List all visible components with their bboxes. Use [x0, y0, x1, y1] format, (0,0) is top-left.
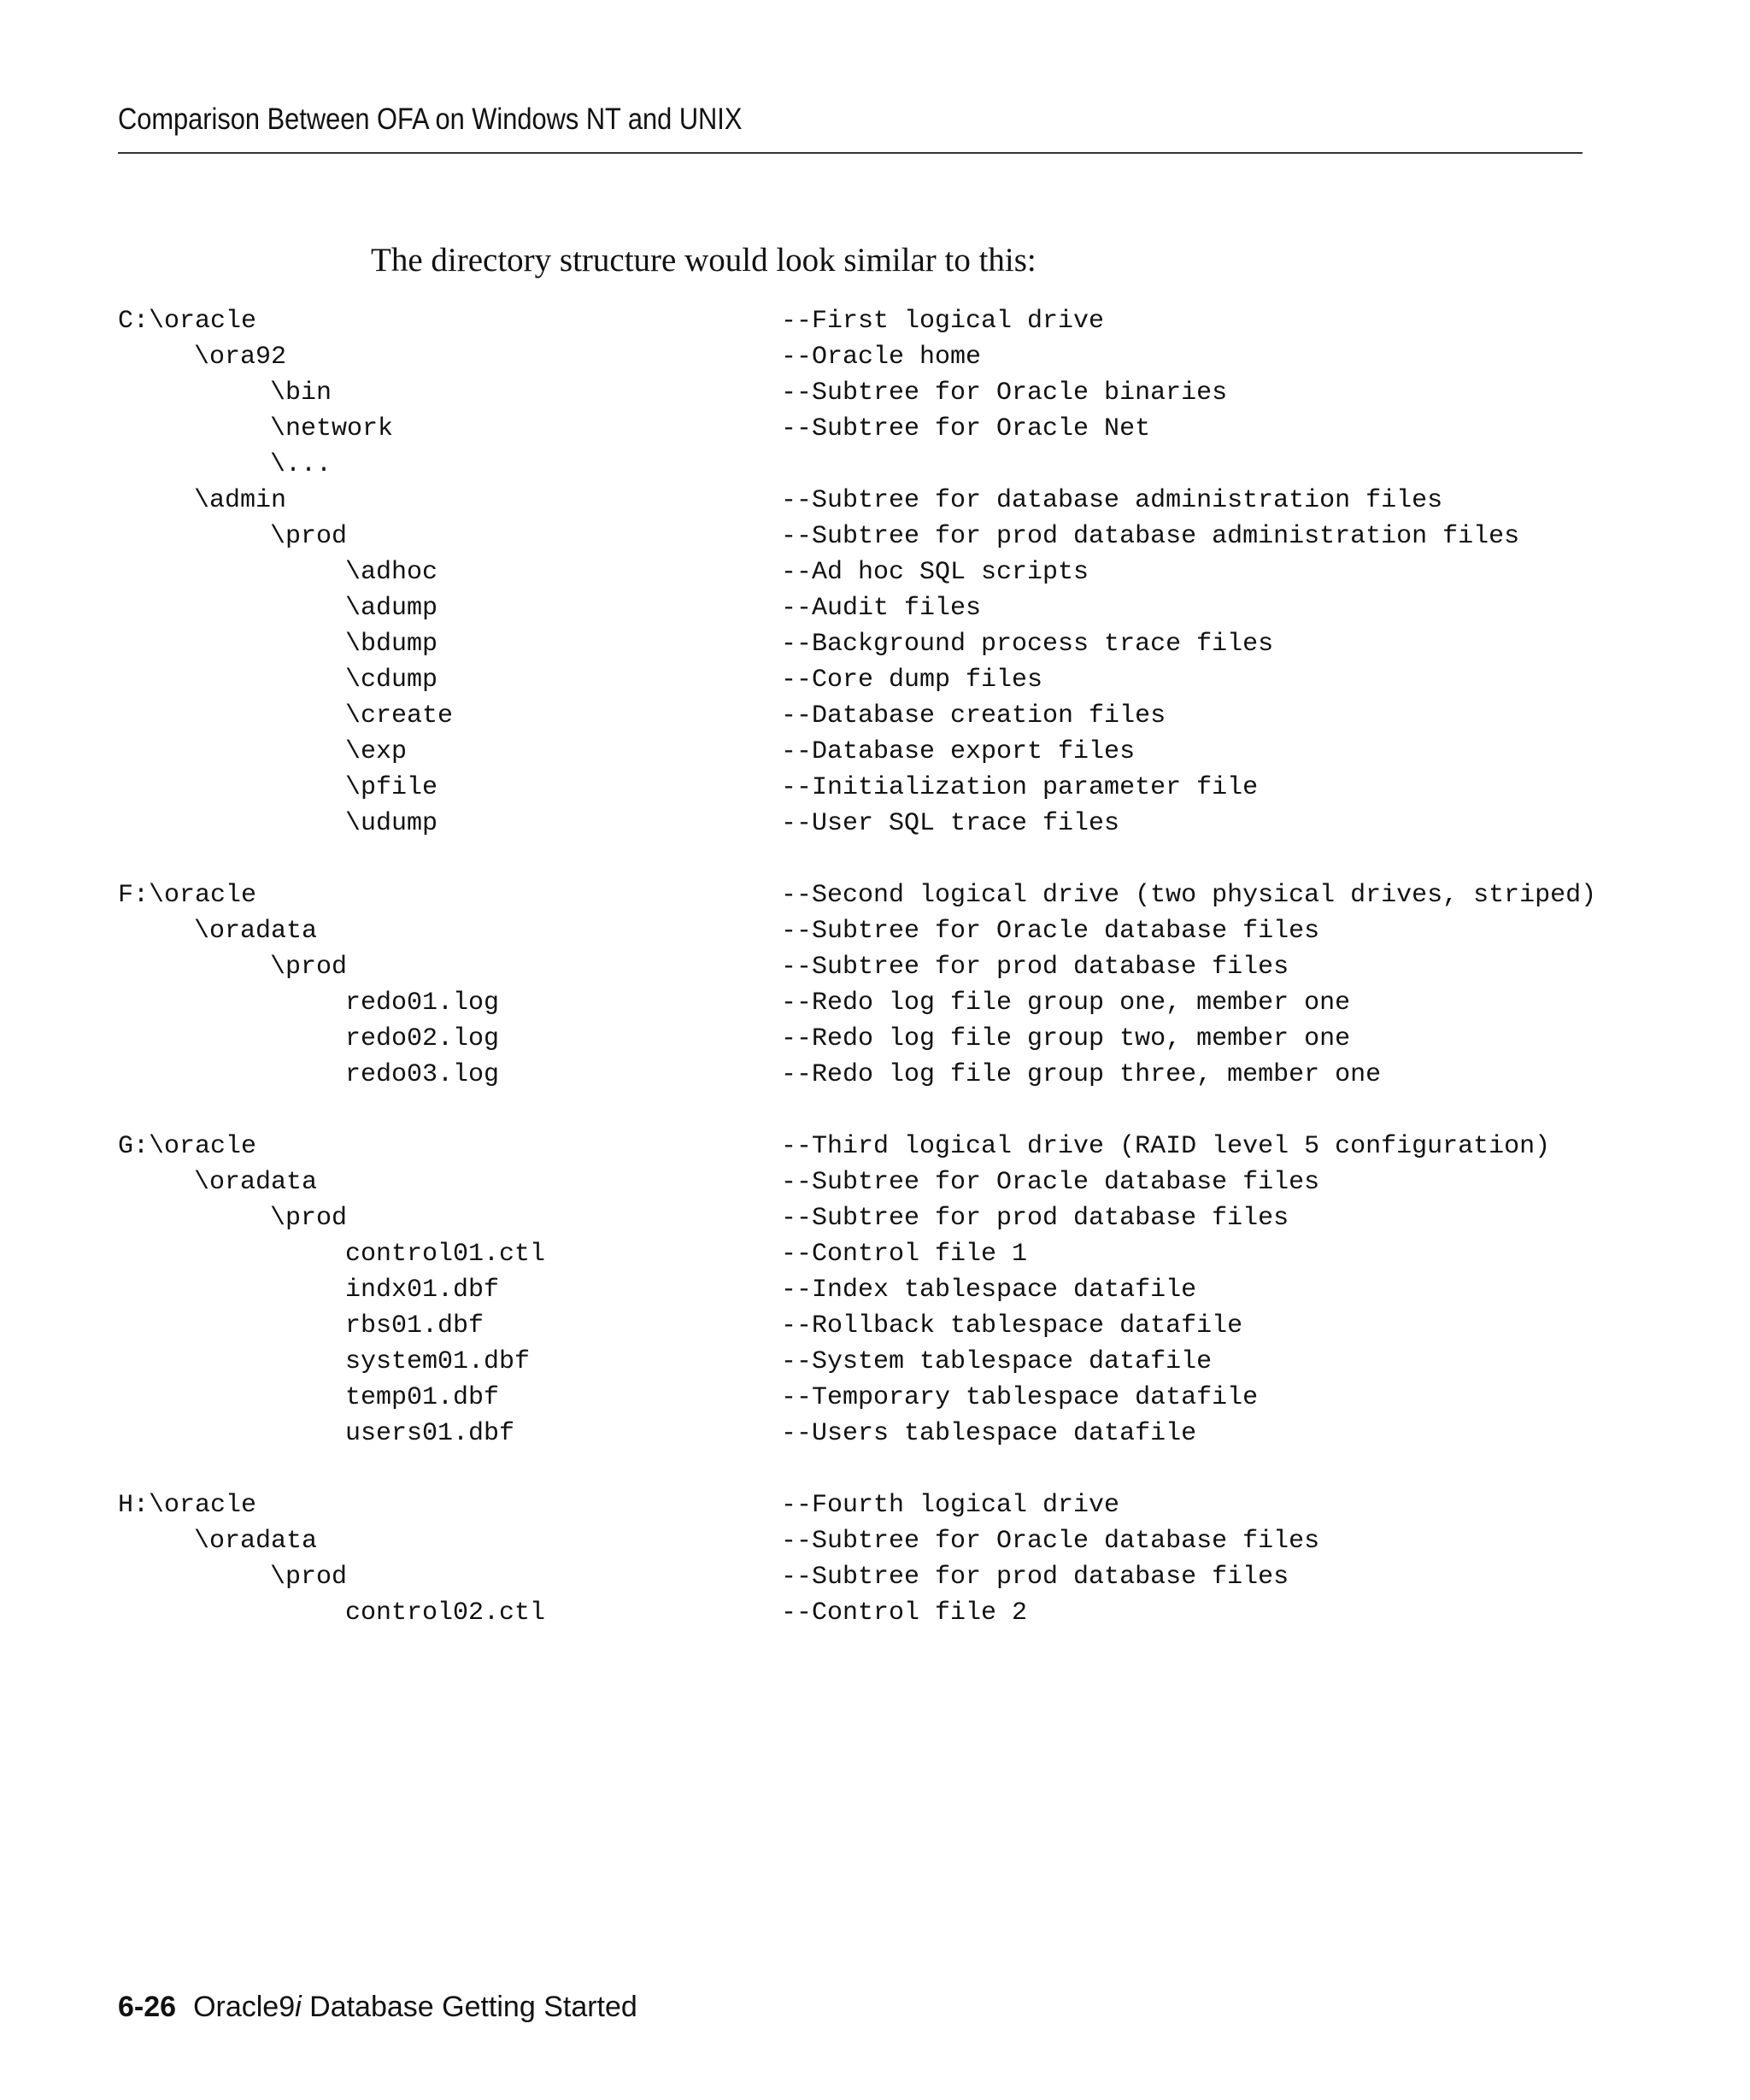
- dir-comment: --Fourth logical drive: [781, 1491, 1120, 1520]
- dir-comment: --Redo log file group one, member one: [781, 988, 1351, 1018]
- dir-path: redo03.log: [345, 1060, 500, 1089]
- dir-comment: --User SQL trace files: [781, 809, 1120, 838]
- dir-path: \create: [345, 701, 454, 730]
- dir-path: redo01.log: [345, 988, 500, 1018]
- dir-path: \admin: [194, 486, 287, 515]
- dir-comment: --Control file 2: [781, 1598, 1028, 1628]
- listing-line: [118, 447, 1583, 483]
- dir-path: \adump: [345, 594, 438, 623]
- dir-comment: --Redo log file group three, member one: [781, 1060, 1382, 1089]
- listing-line: [118, 375, 1583, 411]
- dir-comment: --Subtree for prod database files: [781, 1204, 1289, 1233]
- dir-path: control02.ctl: [345, 1598, 546, 1628]
- listing-line: [118, 913, 1583, 949]
- dir-path: \cdump: [345, 666, 438, 695]
- dir-path: system01.dbf: [345, 1347, 531, 1376]
- listing-line: [118, 877, 1597, 913]
- spacer: [118, 842, 1583, 877]
- dir-path: \ora92: [194, 343, 287, 372]
- listing-line: [118, 662, 1583, 698]
- dir-comment: --Users tablespace datafile: [781, 1419, 1197, 1448]
- listing-line: [118, 519, 1583, 554]
- dir-path: \exp: [345, 737, 408, 766]
- listing-line: [118, 411, 1583, 447]
- listing-line: [118, 1595, 1583, 1631]
- listing-line: [118, 1344, 1583, 1380]
- dir-comment: --Second logical drive (two physical drives, striped): [781, 881, 1597, 910]
- dir-comment: --Rollback tablespace datafile: [781, 1311, 1243, 1340]
- dir-comment: --Subtree for Oracle database files: [781, 1168, 1320, 1197]
- dir-comment: --First logical drive: [781, 307, 1105, 336]
- dir-path: users01.dbf: [345, 1419, 515, 1448]
- listing-line: [118, 985, 1583, 1021]
- listing-line: [118, 339, 1583, 375]
- dir-comment: --Subtree for prod database administration files: [781, 522, 1520, 551]
- spacer: [118, 1093, 1583, 1129]
- listing-line: [118, 1200, 1583, 1236]
- listing-line: [118, 626, 1583, 662]
- dir-comment: --Index tablespace datafile: [781, 1276, 1197, 1305]
- dir-comment: --Subtree for Oracle Net: [781, 414, 1151, 443]
- running-header: Comparison Between OFA on Windows NT and UNIX: [118, 103, 743, 136]
- page-number: 6-26: [118, 1991, 177, 2023]
- listing-line: [118, 1416, 1583, 1452]
- dir-path: rbs01.dbf: [345, 1311, 484, 1340]
- dir-path: indx01.dbf: [345, 1276, 500, 1305]
- dir-comment: --Audit files: [781, 594, 982, 623]
- listing-line: [118, 734, 1583, 770]
- listing-line: [118, 949, 1583, 985]
- listing-line: [118, 1129, 1583, 1164]
- listing-line: [118, 1559, 1583, 1595]
- dir-path: \prod: [270, 1563, 348, 1592]
- listing-line: [118, 698, 1583, 734]
- listing-line: [118, 806, 1583, 842]
- dir-comment: --Subtree for database administration files: [781, 486, 1443, 515]
- dir-comment: --Initialization parameter file: [781, 773, 1259, 802]
- dir-path: \udump: [345, 809, 438, 838]
- directory-listing: [118, 303, 1597, 1631]
- dir-path: G:\oracle: [118, 1132, 257, 1161]
- listing-line: [118, 1308, 1583, 1344]
- listing-line: [118, 1057, 1583, 1093]
- dir-path: \pfile: [345, 773, 438, 802]
- listing-line: [118, 1380, 1583, 1416]
- dir-comment: --Background process trace files: [781, 630, 1274, 659]
- listing-line: [118, 1487, 1583, 1523]
- dir-comment: --Subtree for Oracle database files: [781, 917, 1320, 946]
- dir-comment: --System tablespace datafile: [781, 1347, 1213, 1376]
- listing-line: [118, 1164, 1583, 1200]
- dir-path: control01.ctl: [345, 1240, 546, 1269]
- dir-path: H:\oracle: [118, 1491, 257, 1520]
- dir-path: \bin: [270, 378, 332, 408]
- dir-comment: --Subtree for Oracle binaries: [781, 378, 1228, 408]
- dir-path: \bdump: [345, 630, 438, 659]
- header-rule: [118, 152, 1583, 154]
- dir-comment: --Database creation files: [781, 701, 1166, 730]
- dir-path: \...: [270, 450, 332, 479]
- dir-path: \prod: [270, 953, 348, 982]
- dir-comment: --Redo log file group two, member one: [781, 1024, 1351, 1053]
- dir-comment: --Ad hoc SQL scripts: [781, 558, 1089, 587]
- dir-path: \adhoc: [345, 558, 438, 587]
- listing-line: [118, 1272, 1583, 1308]
- listing-line: [118, 1236, 1583, 1272]
- dir-path: \prod: [270, 1204, 348, 1233]
- page-footer: [118, 1991, 637, 2024]
- spacer: [118, 1452, 1583, 1487]
- dir-path: \network: [270, 414, 394, 443]
- dir-comment: --Control file 1: [781, 1240, 1028, 1269]
- dir-path: temp01.dbf: [345, 1383, 500, 1412]
- dir-comment: --Core dump files: [781, 666, 1043, 695]
- dir-path: \oradata: [194, 1527, 318, 1556]
- dir-comment: --Oracle home: [781, 343, 982, 372]
- dir-path: C:\oracle: [118, 307, 257, 336]
- dir-comment: --Temporary tablespace datafile: [781, 1383, 1259, 1412]
- dir-path: \oradata: [194, 1168, 318, 1197]
- book-title-prefix: Oracle9: [193, 1991, 296, 2023]
- listing-line: [118, 554, 1583, 590]
- dir-comment: --Subtree for prod database files: [781, 1563, 1289, 1592]
- book-title-italic: i: [295, 1991, 302, 2023]
- intro-sentence: The directory structure would look similar to this:: [371, 242, 1036, 279]
- listing-line: [118, 590, 1583, 626]
- listing-line: [118, 770, 1583, 806]
- dir-comment: --Subtree for prod database files: [781, 953, 1289, 982]
- listing-line: [118, 483, 1583, 519]
- listing-line: [118, 1523, 1583, 1559]
- listing-line: [118, 1021, 1583, 1057]
- book-title-suffix: Database Getting Started: [301, 1991, 637, 2023]
- dir-path: \oradata: [194, 917, 318, 946]
- dir-comment: --Third logical drive (RAID level 5 configuration): [781, 1132, 1551, 1161]
- dir-comment: --Subtree for Oracle database files: [781, 1527, 1320, 1556]
- dir-comment: --Database export files: [781, 737, 1136, 766]
- listing-line: [118, 303, 1583, 339]
- dir-path: F:\oracle: [118, 881, 257, 910]
- dir-path: redo02.log: [345, 1024, 500, 1053]
- dir-path: \prod: [270, 522, 348, 551]
